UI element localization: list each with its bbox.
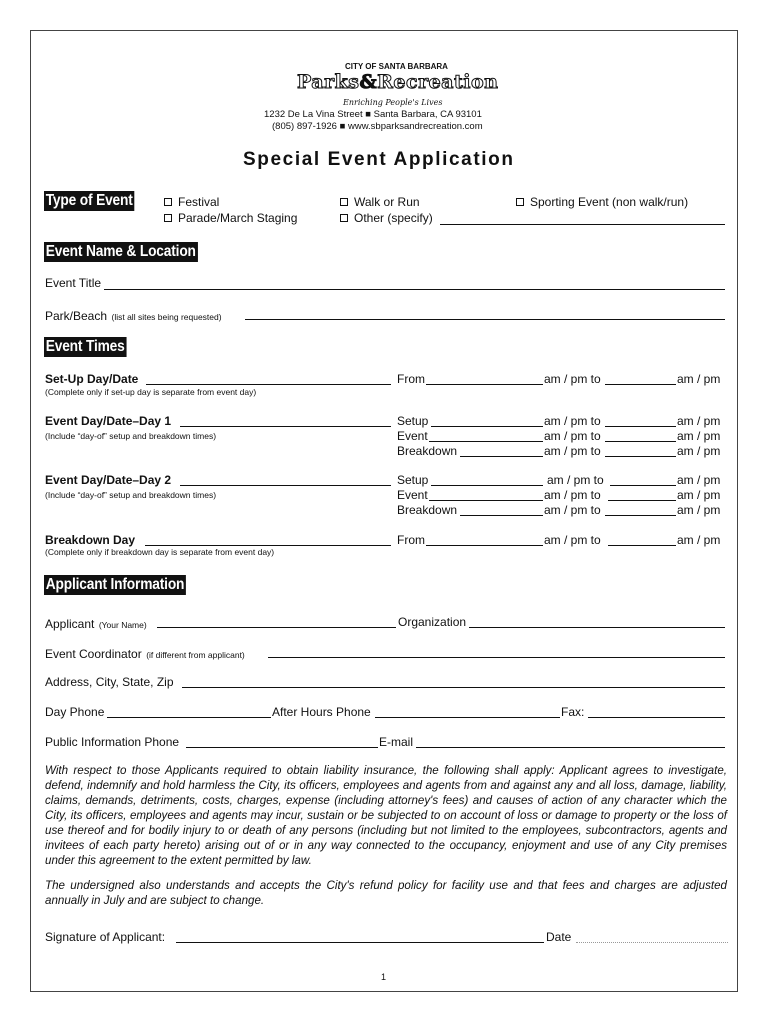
ampm-to: am / pm to <box>547 473 604 487</box>
ampm: am / pm <box>677 372 721 386</box>
day1-note: (Include “day-of” setup and breakdown times) <box>45 431 217 441</box>
organization-label: Organization <box>398 615 467 629</box>
ampm-to: am / pm to <box>544 503 601 517</box>
breakdown-from-field[interactable] <box>426 545 543 546</box>
day1-event-label: Event <box>397 429 428 443</box>
ampm: am / pm <box>677 503 721 517</box>
refund-paragraph: The undersigned also understands and accepts the City's refund policy for facility use and that fees and charges are adjusted annually in July and are subject to change. <box>45 879 727 907</box>
day2-event-to-field[interactable] <box>608 500 676 501</box>
option-label: Parade/March Staging <box>178 211 298 225</box>
organization-field[interactable] <box>469 627 725 628</box>
park-beach-label-group <box>45 307 222 325</box>
applicant-note: (Your Name) <box>98 620 147 630</box>
day2-setup-field[interactable] <box>431 485 543 486</box>
option-walk-run[interactable] <box>340 195 420 209</box>
ampm-to: am / pm to <box>544 444 601 458</box>
day1-field[interactable] <box>180 426 391 427</box>
day-phone-field[interactable] <box>107 717 271 718</box>
parks-rec-logo <box>297 71 498 93</box>
ampm-to: am / pm to <box>544 372 601 386</box>
date-label: Date <box>546 930 572 944</box>
applicant-label-group <box>45 615 147 633</box>
day1-label: Event Day/Date–Day 1 <box>45 414 172 428</box>
breakdown-note: (Complete only if breakdown day is separate from event day) <box>45 547 275 557</box>
checkbox[interactable] <box>516 198 524 206</box>
park-beach-note: (list all sites being requested) <box>111 312 222 322</box>
breakdown-to-field[interactable] <box>608 545 676 546</box>
logo-parks: Parks <box>297 71 360 93</box>
date-field[interactable] <box>576 942 728 943</box>
coordinator-label-group <box>45 645 245 663</box>
ampm: am / pm <box>677 414 721 428</box>
day2-event-label: Event <box>397 488 428 502</box>
coordinator-field[interactable] <box>268 657 725 658</box>
ampm-to: am / pm to <box>544 488 601 502</box>
day2-label: Event Day/Date–Day 2 <box>45 473 172 487</box>
checkbox[interactable] <box>340 214 348 222</box>
fax-label: Fax: <box>561 705 585 719</box>
day1-setup-to-field[interactable] <box>605 426 676 427</box>
breakdown-from-label: From <box>397 533 425 547</box>
day1-event-to-field[interactable] <box>605 441 676 442</box>
other-specify-field[interactable] <box>440 224 725 225</box>
option-label: Festival <box>178 195 220 209</box>
applicant-label: Applicant <box>45 617 95 631</box>
coordinator-note: (if different from applicant) <box>146 650 245 660</box>
section-applicant-info: Applicant Information <box>45 576 185 593</box>
logo-ampersand: & <box>359 71 378 93</box>
day2-breakdown-label: Breakdown <box>397 503 458 517</box>
day1-setup-label: Setup <box>397 414 429 428</box>
setup-to-field[interactable] <box>605 384 676 385</box>
day2-setup-label: Setup <box>397 473 429 487</box>
option-festival[interactable] <box>164 195 219 209</box>
day1-breakdown-to-field[interactable] <box>605 456 676 457</box>
public-phone-field[interactable] <box>186 747 378 748</box>
fax-field[interactable] <box>588 717 725 718</box>
checkbox[interactable] <box>164 214 172 222</box>
city-name: CITY OF SANTA BARBARA <box>345 62 448 71</box>
option-label: Walk or Run <box>354 195 420 209</box>
option-label: Other (specify) <box>354 211 433 225</box>
page-number: 1 <box>381 972 387 982</box>
liability-paragraph: With respect to those Applicants required to obtain liability insurance, the following shall apply: Applicant agrees to investigate, defend, indemnify and hold harmless the City, its officers, employees and agents from and against any and all loss, damage, liability, claims, demands, detriments, costs, charges, expense (including attorney's fees) and causes of action of any character which the City, its officers, employees and agents may incur, sustain or be subjected to on account of loss or damage to property or the loss of use thereof and for bodily injury to or death of any persons (including but not limited to the employees, subcontractors, agents and invitees of each party hereto) arising out of or in any way connected to the occupancy, enjoyment and use of any City premises under this agreement to the extent permitted by law. <box>45 764 727 867</box>
day1-event-field[interactable] <box>429 441 543 442</box>
ampm: am / pm <box>677 473 721 487</box>
option-parade[interactable] <box>164 211 297 225</box>
breakdown-day-field[interactable] <box>145 545 391 546</box>
option-label: Sporting Event (non walk/run) <box>530 195 689 209</box>
signature-label: Signature of Applicant: <box>45 930 166 944</box>
after-hours-field[interactable] <box>375 717 560 718</box>
logo-recreation: Recreation <box>377 71 499 93</box>
day2-setup-to-field[interactable] <box>610 485 676 486</box>
park-beach-label: Park/Beach <box>45 309 108 323</box>
day1-setup-field[interactable] <box>431 426 543 427</box>
applicant-field[interactable] <box>157 627 396 628</box>
event-title-label: Event Title <box>45 276 102 290</box>
ampm-to: am / pm to <box>544 533 601 547</box>
day1-breakdown-label: Breakdown <box>397 444 458 458</box>
ampm: am / pm <box>677 533 721 547</box>
option-sporting[interactable] <box>516 195 688 209</box>
setup-from-field[interactable] <box>426 384 543 385</box>
email-field[interactable] <box>416 747 725 748</box>
logo-tagline: Enriching People's Lives <box>343 98 443 107</box>
day-phone-label: Day Phone <box>45 705 105 719</box>
header-contact: (805) 897-1926 ■ www.sbparksandrecreation.com <box>272 121 483 132</box>
event-title-field[interactable] <box>104 289 725 290</box>
header-address: 1232 De La Vina Street ■ Santa Barbara, CA 93101 <box>264 109 482 120</box>
ampm-to: am / pm to <box>544 414 601 428</box>
email-label: E-mail <box>379 735 414 749</box>
section-event-name: Event Name & Location <box>45 243 196 260</box>
ampm-to: am / pm to <box>544 429 601 443</box>
day2-note: (Include “day-of” setup and breakdown times) <box>45 490 217 500</box>
address-label: Address, City, State, Zip <box>45 675 174 689</box>
day2-event-field[interactable] <box>429 500 543 501</box>
section-event-times: Event Times <box>45 338 125 355</box>
setup-day-label: Set-Up Day/Date <box>45 372 139 386</box>
page-title: Special Event Application <box>243 149 515 170</box>
breakdown-day-label: Breakdown Day <box>45 533 136 547</box>
after-hours-label: After Hours Phone <box>272 705 371 719</box>
option-other[interactable] <box>340 211 433 225</box>
checkbox[interactable] <box>164 198 172 206</box>
signature-field[interactable] <box>176 942 544 943</box>
setup-from-label: From <box>397 372 425 386</box>
park-beach-field[interactable] <box>245 319 725 320</box>
public-phone-label: Public Information Phone <box>45 735 180 749</box>
ampm: am / pm <box>677 488 721 502</box>
address-field[interactable] <box>182 687 725 688</box>
setup-note: (Complete only if set-up day is separate from event day) <box>45 387 257 397</box>
checkbox[interactable] <box>340 198 348 206</box>
day2-breakdown-field[interactable] <box>460 515 543 516</box>
setup-day-field[interactable] <box>146 384 391 385</box>
section-type-of-event: Type of Event <box>45 192 133 209</box>
ampm: am / pm <box>677 429 721 443</box>
ampm: am / pm <box>677 444 721 458</box>
day2-field[interactable] <box>180 485 391 486</box>
day2-breakdown-to-field[interactable] <box>605 515 676 516</box>
day1-breakdown-field[interactable] <box>460 456 543 457</box>
coordinator-label: Event Coordinator <box>45 647 142 661</box>
